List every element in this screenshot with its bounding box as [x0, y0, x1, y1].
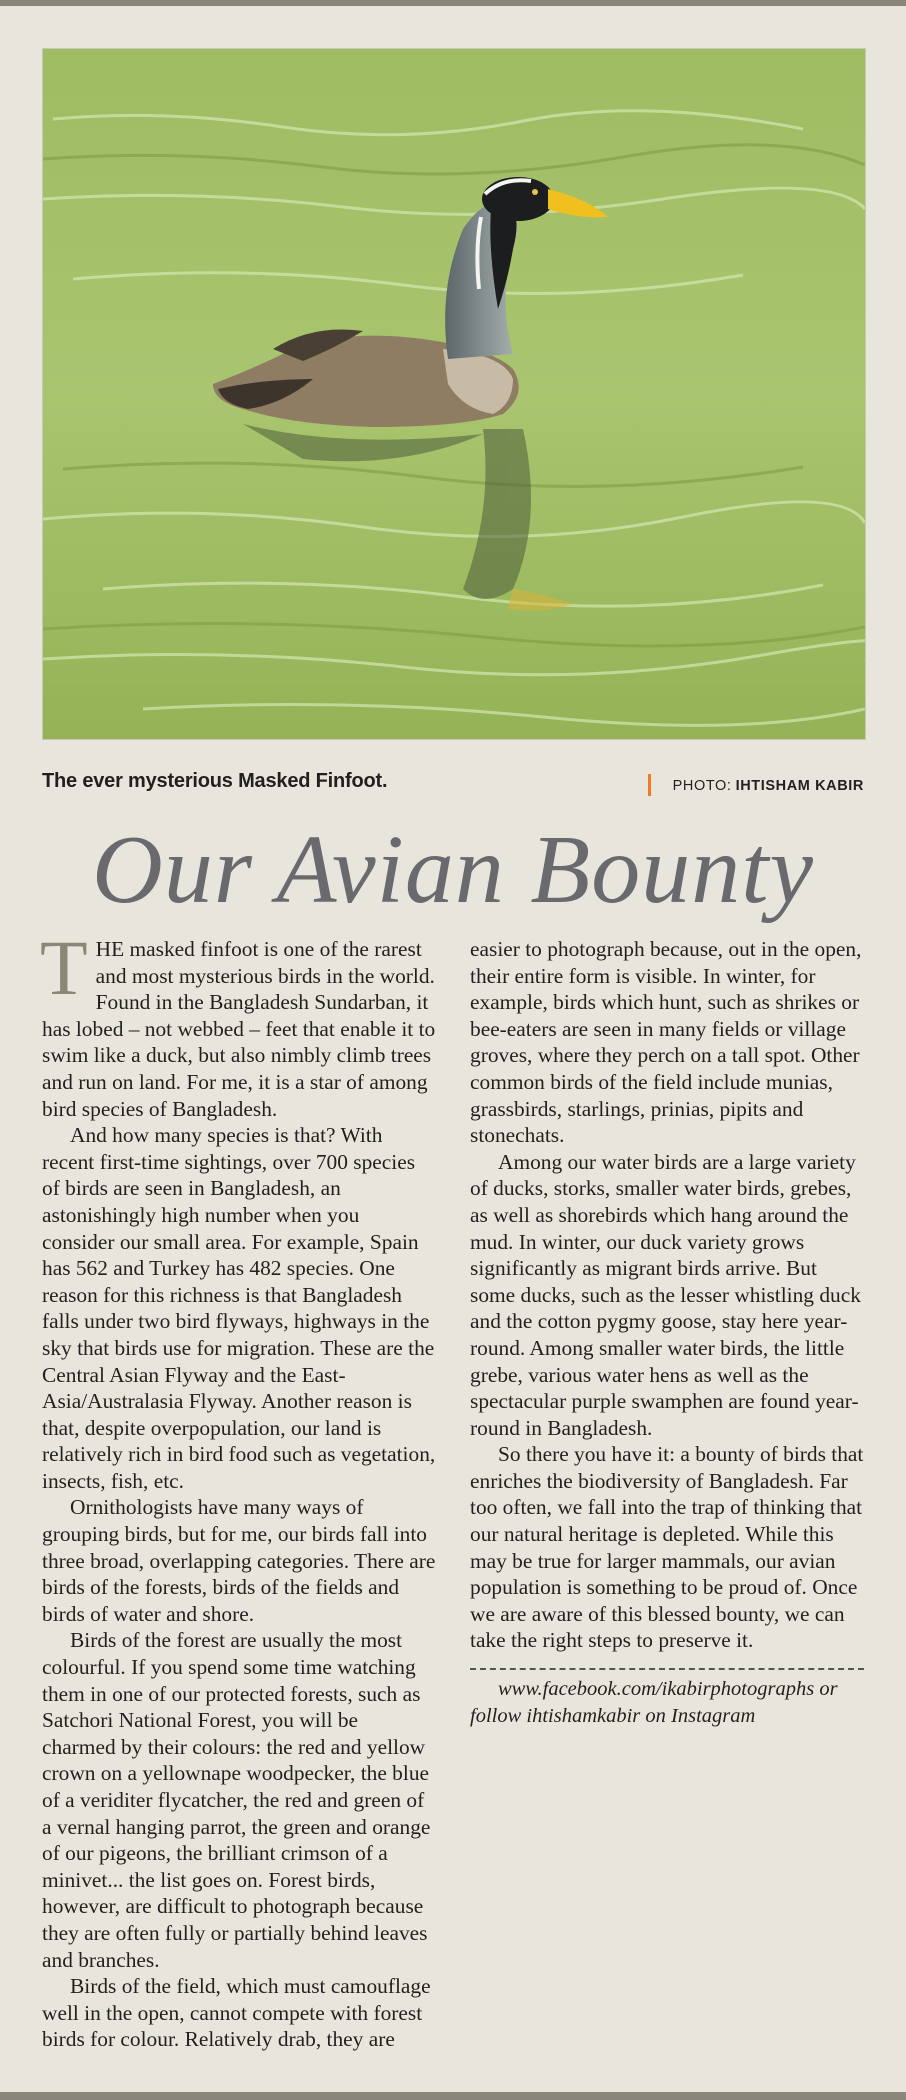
photo-caption-row — [42, 770, 864, 800]
article-paragraph: Among our water birds are a large variety of ducks, storks, smaller water birds, grebes, as well as shorebirds which hang around the mud. In winter, our duck variety grows significantly as migrant birds arrive. But some ducks, such as the lesser whistling duck and the cotton pygmy goose, stay here year-round. Among smaller water birds, the little grebe, various water hens as well as the spectacular purple swamphen are found year-round in Bangladesh. — [470, 1149, 861, 1440]
author-signoff: www.facebook.com/ikabirphotographs or follow ihtishamkabir on Instagram — [470, 1678, 838, 1727]
article-paragraph: And how many species is that? With recent first-time sightings, over 700 species of birds are seen in Bangladesh, an astonishingly high number when you consider our small area. For example, Spain has 562 and Turkey has 482 species. One reason for this richness is that Bangladesh falls under two bird flyways, highways in the sky that birds use for migration. These are the Central Asian Flyway and the East-Asia/Australasia Flyway. Another reason is that, despite overpopulation, our land is relatively rich in bird food such as vegetation, insects, fish, etc. — [42, 1123, 436, 1493]
article-paragraph: Birds of the field, which must camouflage well in the open, cannot compete with forest birds for colour. Relatively drab, they are easier to photograph because, out in the open, their entire form is visible. In winter, for example, birds which hunt, such as shrikes or bee-eaters are seen in many fields or village groves, where they perch on a tall spot. Other common birds of the field include munias, grassbirds, starlings, prinias, pipits and stonechats. — [42, 937, 862, 2052]
article-paragraph: Birds of the forest are usually the most colourful. If you spend some time watching them in one of our protected forests, such as Satchori National Forest, you will be charmed by their colours: the red and yellow crown on a yellownape woodpecker, the blue of a veriditer flycatcher, the red and green of a vernal hanging parrot, the green and orange of our pigeons, the brilliant crimson of a minivet... the list goes on. Forest birds, however, are difficult to photograph because they are often fully or partially behind leaves and branches. — [42, 1628, 431, 1972]
photo-illustration — [43, 49, 865, 739]
paragraph-text: HE masked finfoot is one of the rarest and most mysterious birds in the world. Found in the Bangladesh Sundarban, it has lobed – not webbed – feet that enable it to swim like a duck, but also nimbly climb trees and run on land. For me, it is a star of among bird species of Bangladesh. — [42, 937, 436, 1121]
top-rule — [0, 0, 906, 6]
article-paragraph — [40, 924, 436, 1122]
bottom-rule — [0, 2092, 906, 2100]
article-body — [40, 924, 864, 2076]
photo-caption: The ever mysterious Masked Finfoot. — [42, 770, 388, 792]
credit-divider — [648, 774, 651, 796]
photo-credit-label: PHOTO: — [672, 778, 732, 794]
article-paragraph: So there you have it: a bounty of birds that enriches the biodiversity of Bangladesh. Far too often, we fall into the trap of thinking that our natural heritage is depleted. While this may be true for larger mammals, our avian population is something to be proud of. Once we are aware of this blessed bounty, we can take the right steps to preserve it. — [470, 1442, 864, 1653]
signoff-divider — [470, 1668, 864, 1670]
drop-cap: T — [40, 924, 88, 1011]
photo-credit — [648, 774, 864, 796]
article-headline: Our Avian Bounty — [92, 816, 814, 924]
article-paragraph: Ornithologists have many ways of grouping birds, but for me, our birds fall into three broad, overlapping categories. There are birds of the forests, birds of the fields and birds of water and shore. — [42, 1495, 436, 1626]
masked-finfoot-photo — [42, 48, 866, 740]
photographer-name: IHTISHAM KABIR — [735, 778, 864, 794]
